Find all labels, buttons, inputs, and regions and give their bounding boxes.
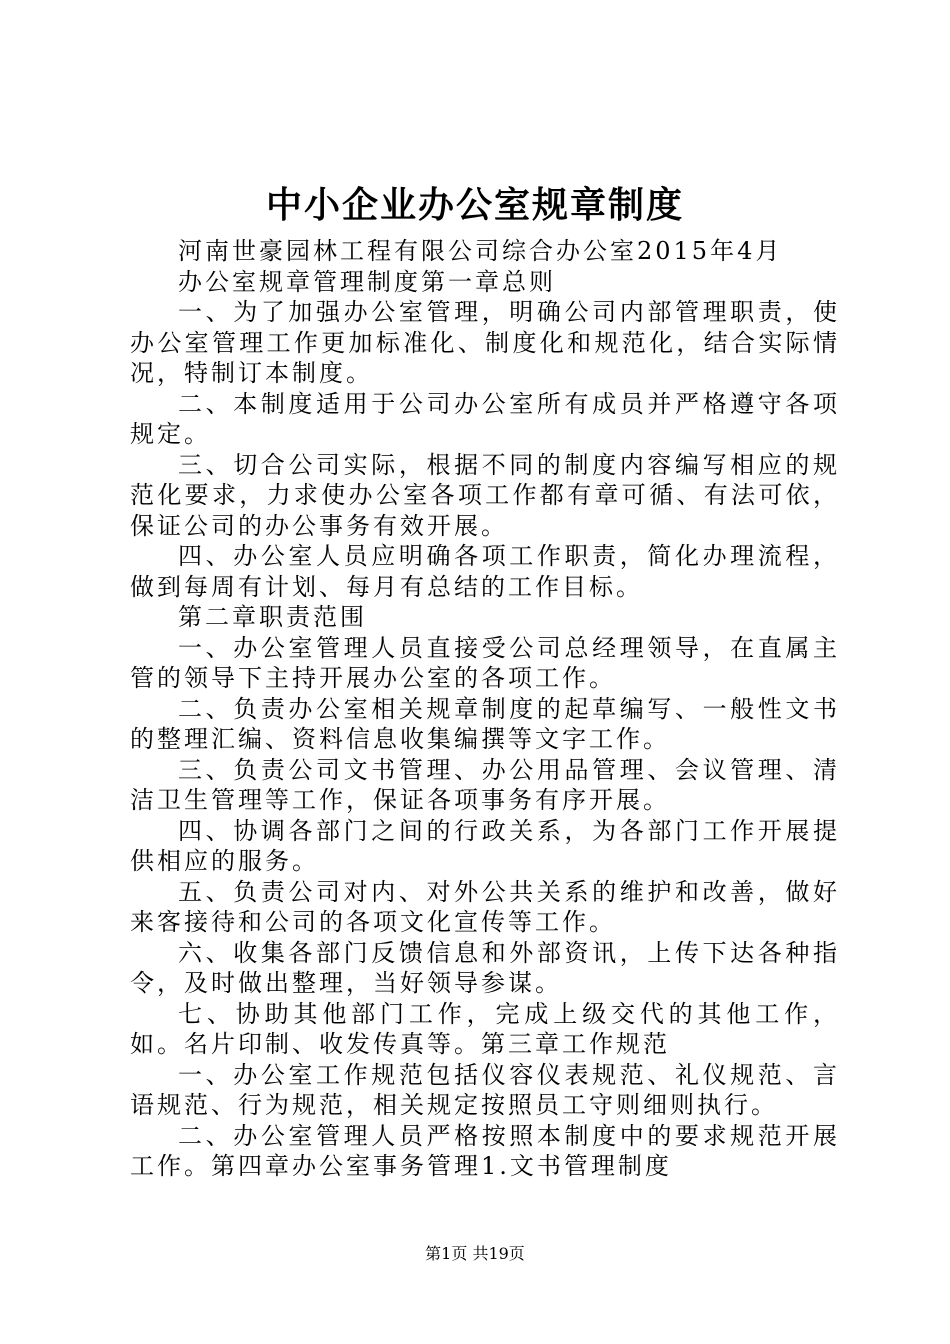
page-number-footer: 第1页 共19页 [425,1244,525,1263]
paragraph-duty-2: 二、负责办公室相关规章制度的起草编写、一般性文书的整理汇编、资料信息收集编撰等文字工作。 [130,694,840,753]
document-title: 中小企业办公室规章制度 [265,184,684,226]
paragraph-duty-4: 四、协调各部门之间的行政关系，为各部门工作开展提供相应的服务。 [130,816,840,875]
paragraph-norm-1: 一、办公室工作规范包括仪容仪表规范、礼仪规范、言语规范、行为规范，相关规定按照员工守则细则执行。 [130,1060,840,1119]
paragraph-duty-5: 五、负责公司对内、对外公共关系的维护和改善，做好来客接待和公司的各项文化宣传等工作。 [130,877,840,936]
paragraph-chapter-2-heading: 第二章职责范围 [178,603,367,631]
paragraph-general-1: 一、为了加强办公室管理，明确公司内部管理职责，使办公室管理工作更加标准化、制度化和规范化，结合实际情况，特制订本制度。 [130,298,840,387]
paragraph-company-date: 河南世豪园林工程有限公司综合办公室2015年4月 [178,237,783,265]
paragraph-duty-1: 一、办公室管理人员直接受公司总经理领导，在直属主管的领导下主持开展办公室的各项工作。 [130,633,840,692]
paragraph-duty-6: 六、收集各部门反馈信息和外部资讯，上传下达各种指令，及时做出整理，当好领导参谋。 [130,938,840,997]
paragraph-duty-7: 七、协助其他部门工作，完成上级交代的其他工作，如。名片印制、收发传真等。第三章工作规范 [130,999,840,1058]
paragraph-chapter-1-heading: 办公室规章管理制度第一章总则 [178,267,556,296]
paragraph-norm-2: 二、办公室管理人员严格按照本制度中的要求规范开展工作。第四章办公室事务管理1.文书管理制度 [130,1121,840,1180]
paragraph-general-4: 四、办公室人员应明确各项工作职责，简化办理流程，做到每周有计划、每月有总结的工作目标。 [130,542,840,601]
paragraph-general-3: 三、切合公司实际，根据不同的制度内容编写相应的规范化要求，力求使办公室各项工作都有章可循、有法可依，保证公司的办公事务有效开展。 [130,450,840,540]
paragraph-general-2: 二、本制度适用于公司办公室所有成员并严格遵守各项规定。 [130,389,840,448]
paragraph-duty-3: 三、负责公司文书管理、办公用品管理、会议管理、清洁卫生管理等工作，保证各项事务有序开展。 [130,755,840,814]
document-body [130,236,840,1182]
